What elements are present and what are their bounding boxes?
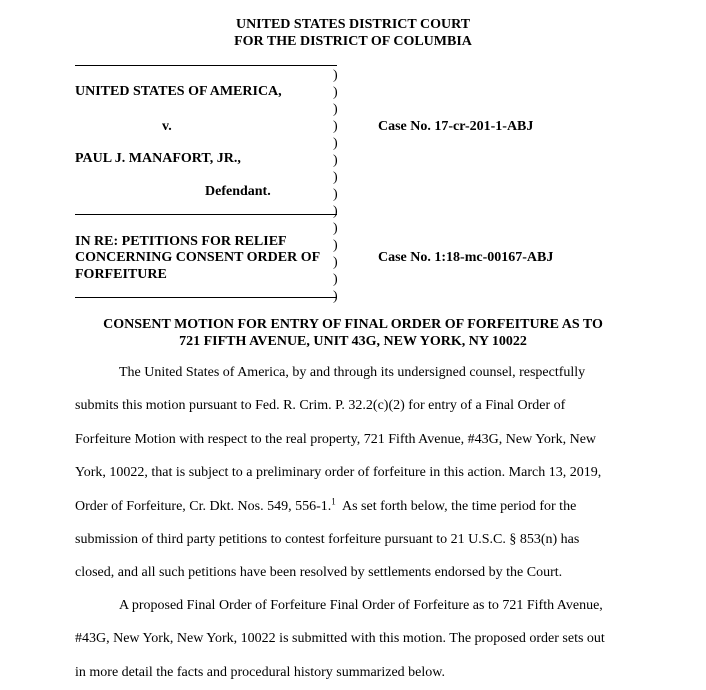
caption-plaintiff: UNITED STATES OF AMERICA, (75, 84, 282, 99)
caption-bottom-rule (75, 297, 337, 298)
paragraph-line: submits this motion pursuant to Fed. R. Crim. P. 32.2(c)(2) for entry of a Final Order of (75, 398, 566, 414)
motion-title-line1: CONSENT MOTION FOR ENTRY OF FINAL ORDER OF FORFEITURE AS TO (103, 317, 603, 332)
paren: ) (333, 187, 338, 202)
paren: ) (333, 238, 338, 253)
paren: ) (333, 289, 338, 304)
paren: ) (333, 153, 338, 168)
caption-in-re-line1: IN RE: PETITIONS FOR RELIEF (75, 234, 287, 249)
caption-in-re-line2: CONCERNING CONSENT ORDER OF (75, 250, 321, 265)
paren: ) (333, 221, 338, 236)
paragraph-line: York, 10022, that is subject to a preliminary order of forfeiture in this action. March 13, 2019, (75, 465, 602, 481)
paragraph-line: Forfeiture Motion with respect to the real property, 721 Fifth Avenue, #43G, New York, New (75, 431, 597, 447)
paragraph-line: #43G, New York, New York, 10022 is submitted with this motion. The proposed order sets out (75, 631, 605, 647)
paragraph-line: submission of third party petitions to contest forfeiture pursuant to 21 U.S.C. § 853(n) has (75, 532, 580, 548)
paren: ) (333, 272, 338, 287)
paragraph-line (75, 490, 635, 523)
caption-top-rule (75, 65, 337, 66)
caption-middle-rule (75, 214, 337, 215)
paren: ) (333, 255, 338, 270)
case-number-criminal: Case No. 17-cr-201-1-ABJ (378, 119, 534, 134)
paren: ) (333, 68, 338, 83)
paren: ) (333, 204, 338, 219)
caption-paren-column (333, 67, 338, 305)
paren: ) (333, 136, 338, 151)
paragraph-line: in more detail the facts and procedural history summarized below. (75, 664, 445, 680)
paragraph-1 (75, 356, 635, 590)
paren: ) (333, 102, 338, 117)
caption-defendant-label: Defendant. (205, 184, 271, 199)
paragraph-line-tail: As set forth below, the time period for the (335, 498, 577, 514)
paragraph-line: A proposed Final Order of Forfeiture Final Order of Forfeiture as to 721 Fifth Avenue, (119, 598, 603, 613)
motion-title-line2: 721 FIFTH AVENUE, UNIT 43G, NEW YORK, NY 10022 (179, 334, 527, 349)
caption-defendant-name: PAUL J. MANAFORT, JR., (75, 151, 241, 166)
paragraph-line: closed, and all such petitions have been resolved by settlements endorsed by the Court. (75, 565, 563, 581)
court-header (0, 16, 706, 50)
footnote-marker[interactable]: 1 (331, 495, 336, 506)
paren: ) (333, 170, 338, 185)
court-district: FOR THE DISTRICT OF COLUMBIA (234, 34, 472, 49)
paren: ) (333, 85, 338, 100)
court-name: UNITED STATES DISTRICT COURT (235, 17, 471, 32)
paren: ) (333, 119, 338, 134)
caption-versus: v. (162, 119, 172, 134)
paragraph-line-text: Order of Forfeiture, Cr. Dkt. Nos. 549, 556-1. (75, 498, 332, 514)
motion-title (0, 316, 706, 350)
case-number-misc: Case No. 1:18-mc-00167-ABJ (378, 250, 554, 265)
paragraph-line: The United States of America, by and through its undersigned counsel, respectfully (119, 365, 586, 380)
paragraph-2 (75, 589, 635, 689)
caption-in-re-line3: FORFEITURE (75, 267, 167, 282)
